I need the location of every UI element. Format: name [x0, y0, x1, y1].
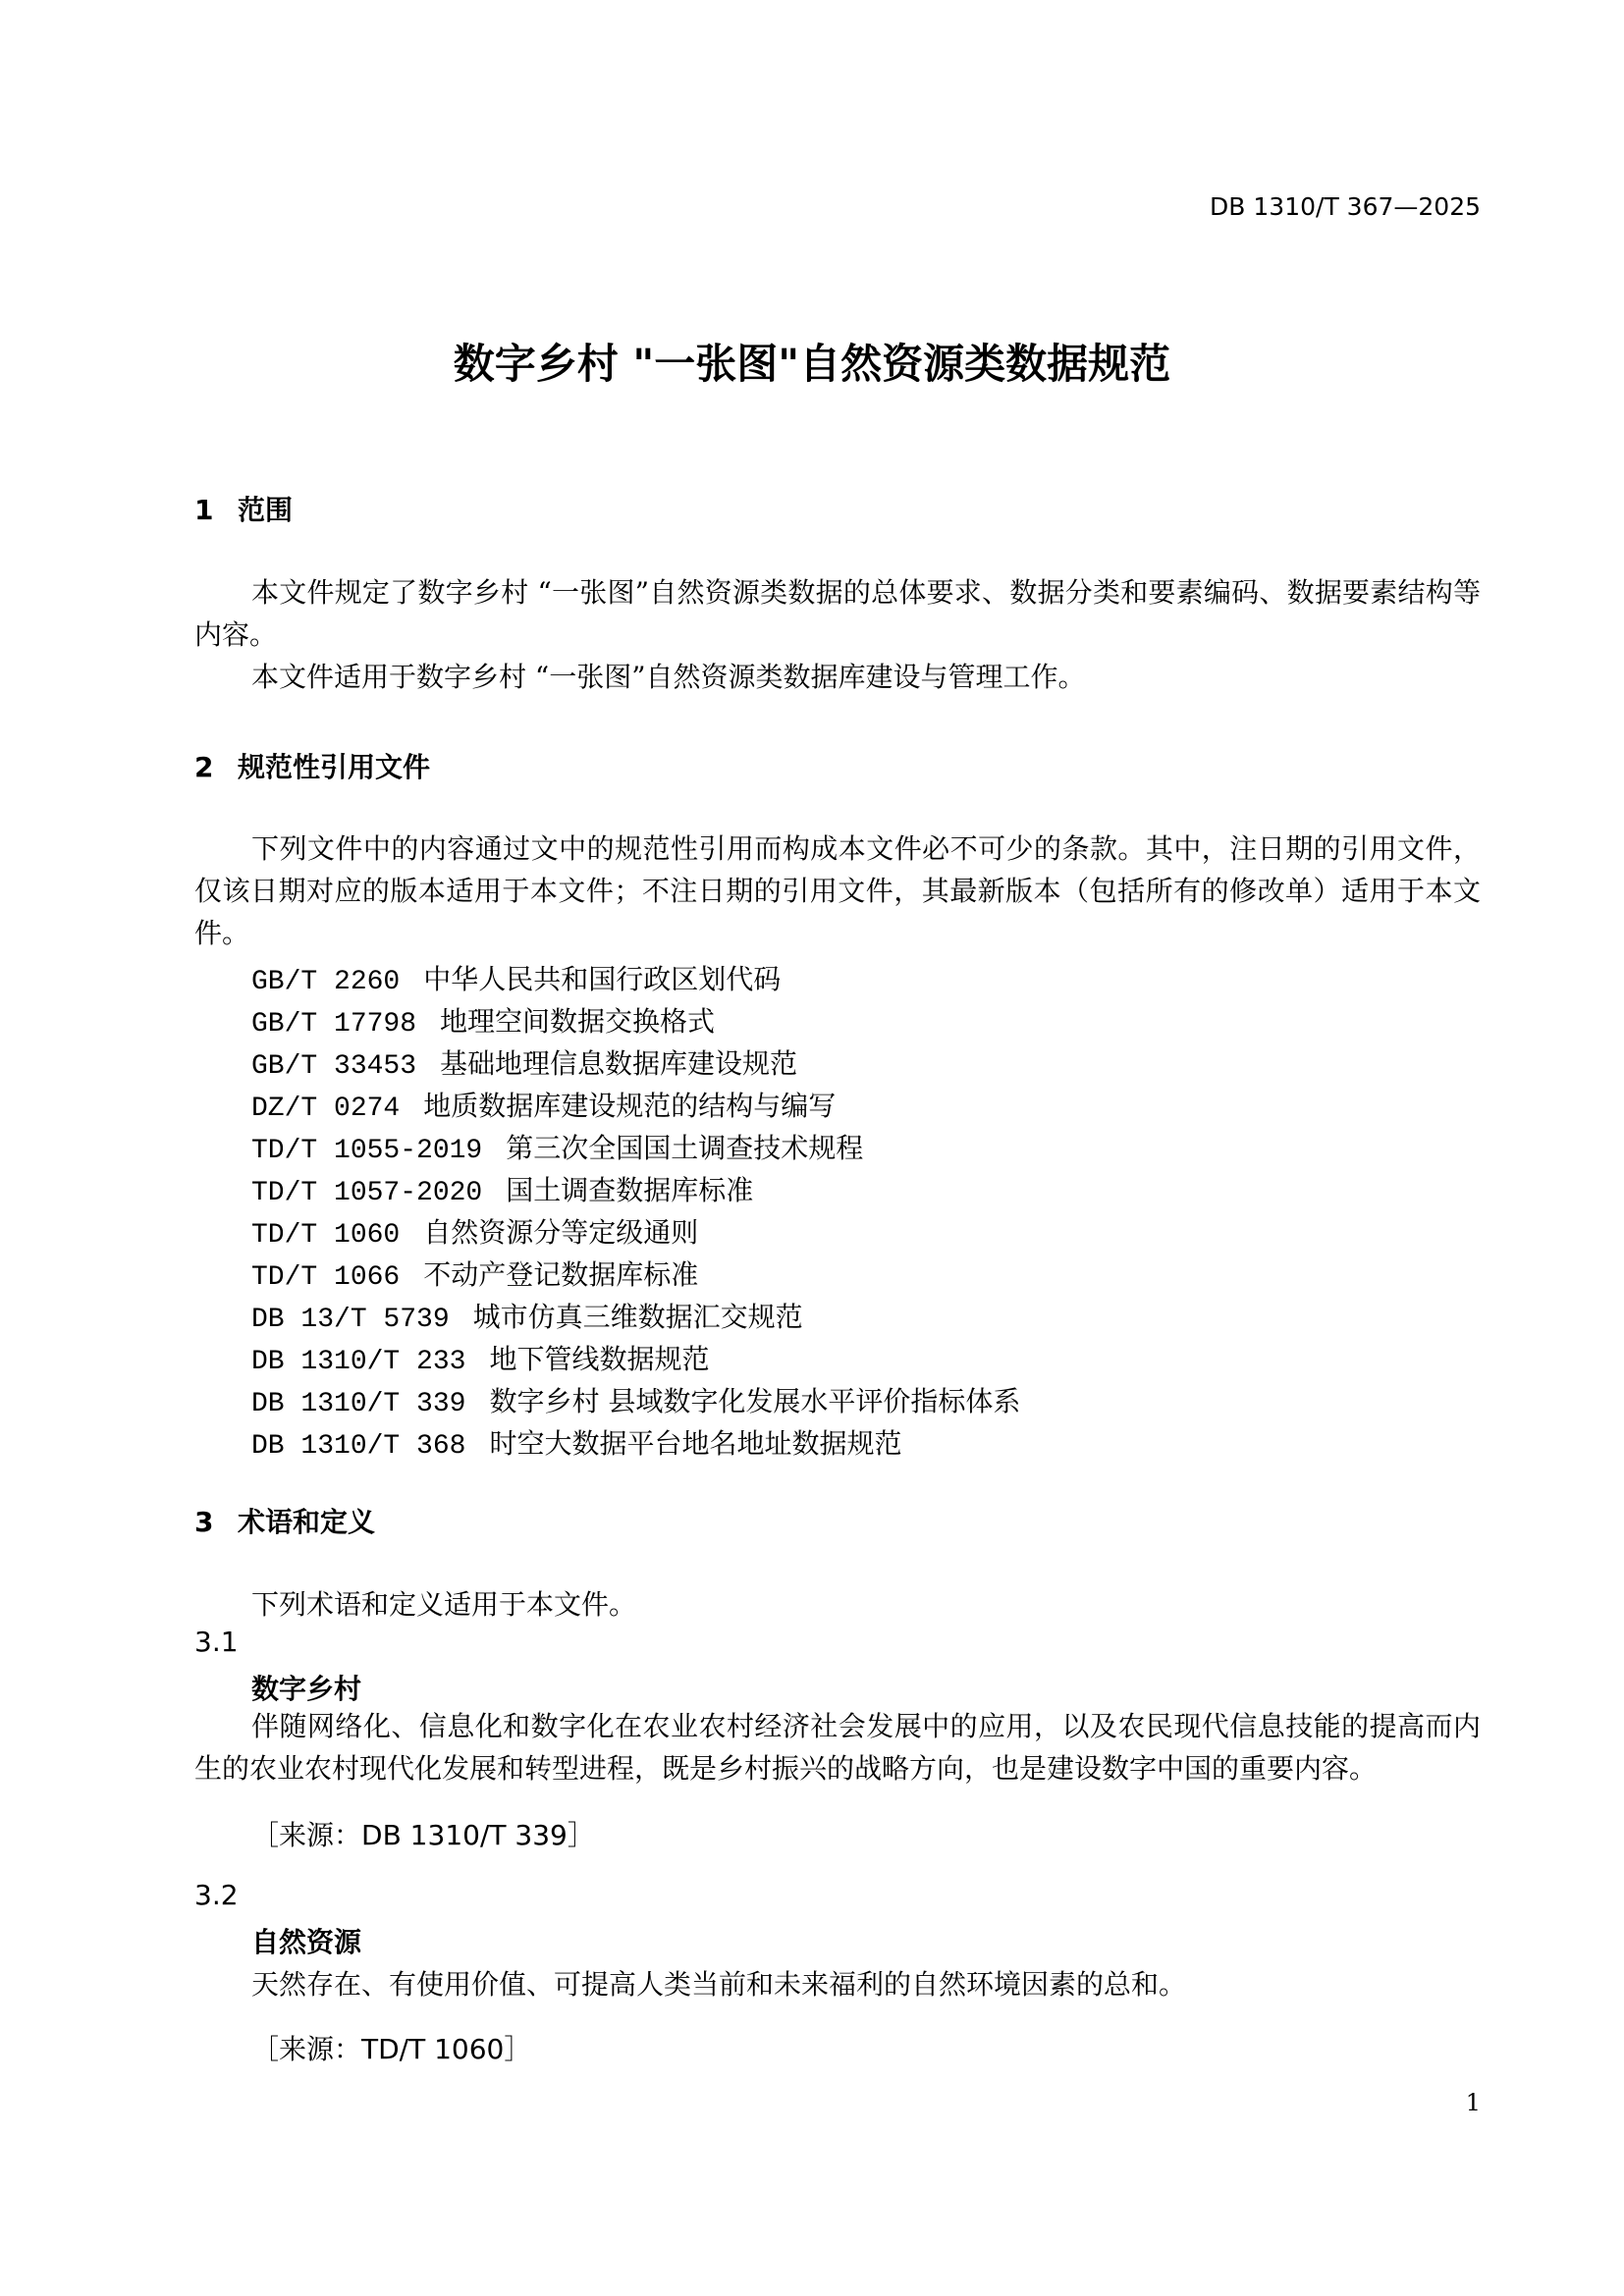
- source-prefix: ［来源：: [251, 1819, 362, 1851]
- reference-name: 中华人民共和国行政区划代码: [423, 963, 782, 995]
- scope-paragraph-1: 本文件规定了数字乡村 “一张图”自然资源类数据的总体要求、数据分类和要素编码、数据要素结构等内容。: [194, 576, 1481, 651]
- source-suffix: ］: [567, 1819, 595, 1851]
- section-number: 1: [194, 494, 214, 526]
- reference-item: [251, 1169, 753, 1208]
- term-source: [251, 1814, 595, 1853]
- source-code: DB 1310/T 339: [361, 1819, 568, 1851]
- reference-name: 国土调查数据库标准: [506, 1174, 754, 1206]
- section-number: 2: [194, 751, 214, 783]
- reference-code: DB 1310/T 368: [251, 1431, 466, 1462]
- section-title: 规范性引用文件: [238, 751, 431, 783]
- reference-code: GB/T 17798: [251, 1009, 417, 1040]
- reference-code: DB 1310/T 339: [251, 1389, 466, 1419]
- reference-name: 时空大数据平台地名地址数据规范: [489, 1427, 902, 1460]
- reference-item: [251, 1380, 1020, 1419]
- reference-name: 地理空间数据交换格式: [440, 1005, 716, 1038]
- reference-code: DB 13/T 5739: [251, 1305, 450, 1335]
- reference-item: [251, 1042, 797, 1082]
- reference-item: [251, 1127, 863, 1166]
- reference-name: 基础地理信息数据库建设规范: [440, 1047, 798, 1080]
- reference-name: 不动产登记数据库标准: [423, 1258, 699, 1291]
- reference-item: [251, 1422, 901, 1462]
- section-heading-terms: [194, 1501, 375, 1540]
- term-name: 自然资源: [251, 1926, 362, 1958]
- reference-item: [251, 1296, 803, 1335]
- term-number: 3.2: [194, 1879, 239, 1911]
- term-source: [251, 2028, 531, 2067]
- reference-item: [251, 958, 781, 997]
- reference-item: [251, 1211, 698, 1251]
- section-number: 3: [194, 1506, 214, 1538]
- reference-item: [251, 1254, 698, 1293]
- source-code: TD/T 1060: [361, 2033, 505, 2065]
- document-title: 数字乡村 "一张图"自然资源类数据规范: [453, 340, 1171, 388]
- term-name: 数字乡村: [251, 1673, 362, 1705]
- references-intro: 下列文件中的内容通过文中的规范性引用而构成本文件必不可少的条款。其中，注日期的引用文件，仅该日期对应的版本适用于本文件；不注日期的引用文件，其最新版本（包括所有的修改单）适用于本文件。: [194, 832, 1481, 949]
- reference-name: 第三次全国国土调查技术规程: [506, 1132, 864, 1164]
- reference-name: 地质数据库建设规范的结构与编写: [423, 1090, 837, 1122]
- reference-item: [251, 1085, 836, 1124]
- reference-code: GB/T 2260: [251, 967, 401, 997]
- terms-intro: 下列术语和定义适用于本文件。: [251, 1588, 637, 1621]
- reference-code: TD/T 1057-2020: [251, 1178, 483, 1208]
- reference-item: [251, 1338, 709, 1377]
- source-prefix: ［来源：: [251, 2033, 362, 2065]
- reference-code: TD/T 1066: [251, 1262, 401, 1293]
- section-heading-scope: [194, 489, 293, 528]
- section-title: 范围: [238, 494, 294, 526]
- section-title: 术语和定义: [238, 1506, 376, 1538]
- term-definition: 伴随网络化、信息化和数字化在农业农村经济社会发展中的应用，以及农民现代信息技能的提高而内生的农业农村现代化发展和转型进程，既是乡村振兴的战略方向，也是建设数字中国的重要内容。: [194, 1710, 1481, 1785]
- reference-name: 数字乡村 县域数字化发展水平评价指标体系: [489, 1385, 1021, 1417]
- reference-code: DZ/T 0274: [251, 1094, 401, 1124]
- standard-code: DB 1310/T 367—2025: [1210, 192, 1481, 221]
- reference-name: 城市仿真三维数据汇交规范: [472, 1301, 803, 1333]
- term-number: 3.1: [194, 1626, 239, 1658]
- reference-code: TD/T 1060: [251, 1220, 401, 1251]
- section-heading-normative-references: [194, 746, 430, 785]
- scope-paragraph-2: 本文件适用于数字乡村 “一张图”自然资源类数据库建设与管理工作。: [251, 661, 1086, 693]
- reference-code: TD/T 1055-2019: [251, 1136, 483, 1166]
- source-suffix: ］: [504, 2033, 532, 2065]
- reference-code: DB 1310/T 233: [251, 1347, 466, 1377]
- page-number: 1: [1465, 2089, 1481, 2116]
- term-definition: 天然存在、有使用价值、可提高人类当前和未来福利的自然环境因素的总和。: [251, 1968, 1187, 2001]
- reference-code: GB/T 33453: [251, 1051, 417, 1082]
- reference-name: 地下管线数据规范: [489, 1343, 710, 1375]
- reference-item: [251, 1000, 715, 1040]
- reference-name: 自然资源分等定级通则: [423, 1216, 699, 1249]
